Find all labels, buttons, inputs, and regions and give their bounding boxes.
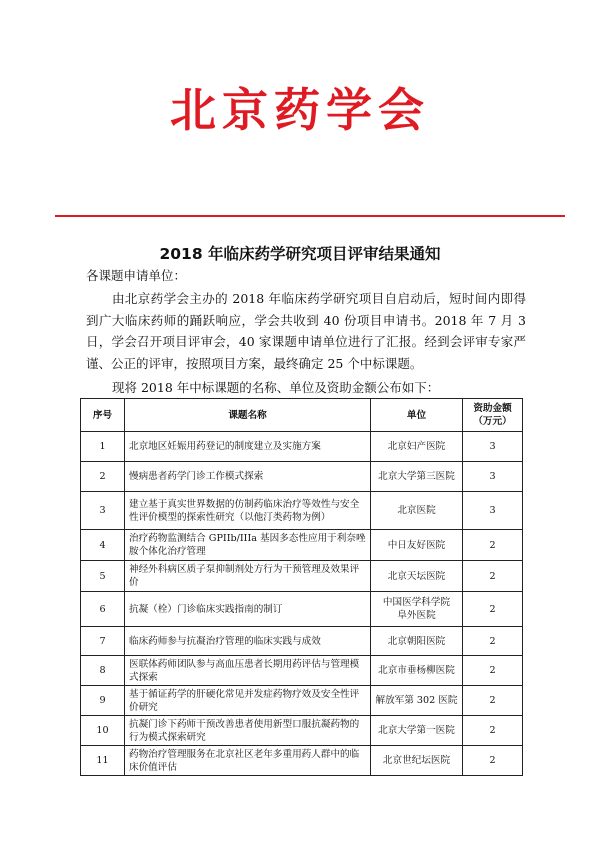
row-unit: 北京世纪坛医院 xyxy=(371,746,463,776)
row-project-name: 治疗药物监测结合 GPIIb/IIIa 基因多态性应用于利奈唑胺个体化治疗管理 xyxy=(125,530,371,561)
row-unit: 解放军第 302 医院 xyxy=(371,686,463,716)
row-no: 6 xyxy=(81,592,125,627)
header-no: 序号 xyxy=(81,399,125,432)
row-no: 9 xyxy=(81,686,125,716)
announcement-line: 现将 2018 年中标课题的名称、单位及资助金额公布如下： xyxy=(112,380,440,395)
row-fund: 3 xyxy=(463,492,523,530)
row-fund: 2 xyxy=(463,656,523,686)
table-row xyxy=(81,492,523,530)
row-fund: 3 xyxy=(463,462,523,492)
row-project-name: 医联体药师团队参与高血压患者长期用药评估与管理模式探索 xyxy=(125,656,371,686)
row-fund: 2 xyxy=(463,592,523,627)
row-project-name: 神经外科病区质子泵抑制剂处方行为干预管理及效果评价 xyxy=(125,561,371,592)
row-fund: 2 xyxy=(463,686,523,716)
row-project-name: 药物治疗管理服务在北京社区老年多重用药人群中的临床价值评估 xyxy=(125,746,371,776)
row-no: 1 xyxy=(81,432,125,462)
letterhead-org-name: 北京药学会 xyxy=(170,83,430,137)
row-unit: 中日友好医院 xyxy=(371,530,463,561)
row-fund: 2 xyxy=(463,530,523,561)
row-fund: 2 xyxy=(463,561,523,592)
table-row xyxy=(81,627,523,656)
row-no: 3 xyxy=(81,492,125,530)
header-name: 课题名称 xyxy=(125,399,371,432)
row-project-name: 抗凝（栓）门诊临床实践指南的制订 xyxy=(125,592,371,627)
row-project-name: 慢病患者药学门诊工作模式探索 xyxy=(125,462,371,492)
row-project-name: 临床药师参与抗凝治疗管理的临床实践与成效 xyxy=(125,627,371,656)
row-unit-line2: 阜外医院 xyxy=(397,610,436,621)
salutation: 各课题申请单位： xyxy=(86,268,187,283)
table-row xyxy=(81,432,523,462)
header-fund-line1: 资助金额 xyxy=(473,403,512,414)
row-no: 5 xyxy=(81,561,125,592)
header-fund-line2: （万元） xyxy=(473,416,512,427)
row-project-name: 北京地区妊娠用药登记的制度建立及实施方案 xyxy=(125,432,371,462)
row-unit: 北京大学第三医院 xyxy=(371,462,463,492)
row-no: 2 xyxy=(81,462,125,492)
row-project-name: 基于循证药学的肝硬化常见并发症药物疗效及安全性评价研究 xyxy=(125,686,371,716)
row-unit: 北京大学第一医院 xyxy=(371,716,463,746)
header-unit: 单位 xyxy=(371,399,463,432)
row-fund: 2 xyxy=(463,716,523,746)
body-paragraph: 由北京药学会主办的 2018 年临床药学研究项目自启动后，短时间内即得到广大临床药师的踊跃响应，学会共收到 40 份项目申请书。2018 年 7 月 3 日，学会召开项目评审会，40 家课题申请单位进行了汇报。经到会评审专家严谨、公正的评审，按照项目方案，最终确定 25 个中标课题。 xyxy=(86,291,526,372)
table-row xyxy=(81,716,523,746)
row-unit: 北京天坛医院 xyxy=(371,561,463,592)
row-project-name: 抗凝门诊下药师干预改善患者使用新型口服抗凝药物的行为模式探索研究 xyxy=(125,716,371,746)
letterhead-red-rule xyxy=(55,215,565,217)
row-project-name: 建立基于真实世界数据的仿制药临床治疗等效性与安全性评价模型的探索性研究（以他汀类药物为例） xyxy=(125,492,371,530)
row-unit-line1: 中国医学科学院 xyxy=(382,597,451,608)
table-row xyxy=(81,561,523,592)
row-unit xyxy=(371,592,463,627)
table-row xyxy=(81,686,523,716)
row-no: 10 xyxy=(81,716,125,746)
row-unit: 北京市垂杨柳医院 xyxy=(371,656,463,686)
row-unit: 北京妇产医院 xyxy=(371,432,463,462)
row-unit: 北京朝阳医院 xyxy=(371,627,463,656)
row-no: 8 xyxy=(81,656,125,686)
row-fund: 2 xyxy=(463,627,523,656)
row-no: 4 xyxy=(81,530,125,561)
row-fund: 2 xyxy=(463,746,523,776)
header-fund xyxy=(463,399,523,432)
table-row xyxy=(81,746,523,776)
row-unit: 北京医院 xyxy=(371,492,463,530)
table-row xyxy=(81,656,523,686)
table-row xyxy=(81,530,523,561)
row-no: 11 xyxy=(81,746,125,776)
results-table xyxy=(80,398,523,776)
document-title: 2018 年临床药学研究项目评审结果通知 xyxy=(159,245,441,263)
row-fund: 3 xyxy=(463,432,523,462)
row-no: 7 xyxy=(81,627,125,656)
table-row xyxy=(81,592,523,627)
table-header-row xyxy=(81,399,523,432)
table-row xyxy=(81,462,523,492)
